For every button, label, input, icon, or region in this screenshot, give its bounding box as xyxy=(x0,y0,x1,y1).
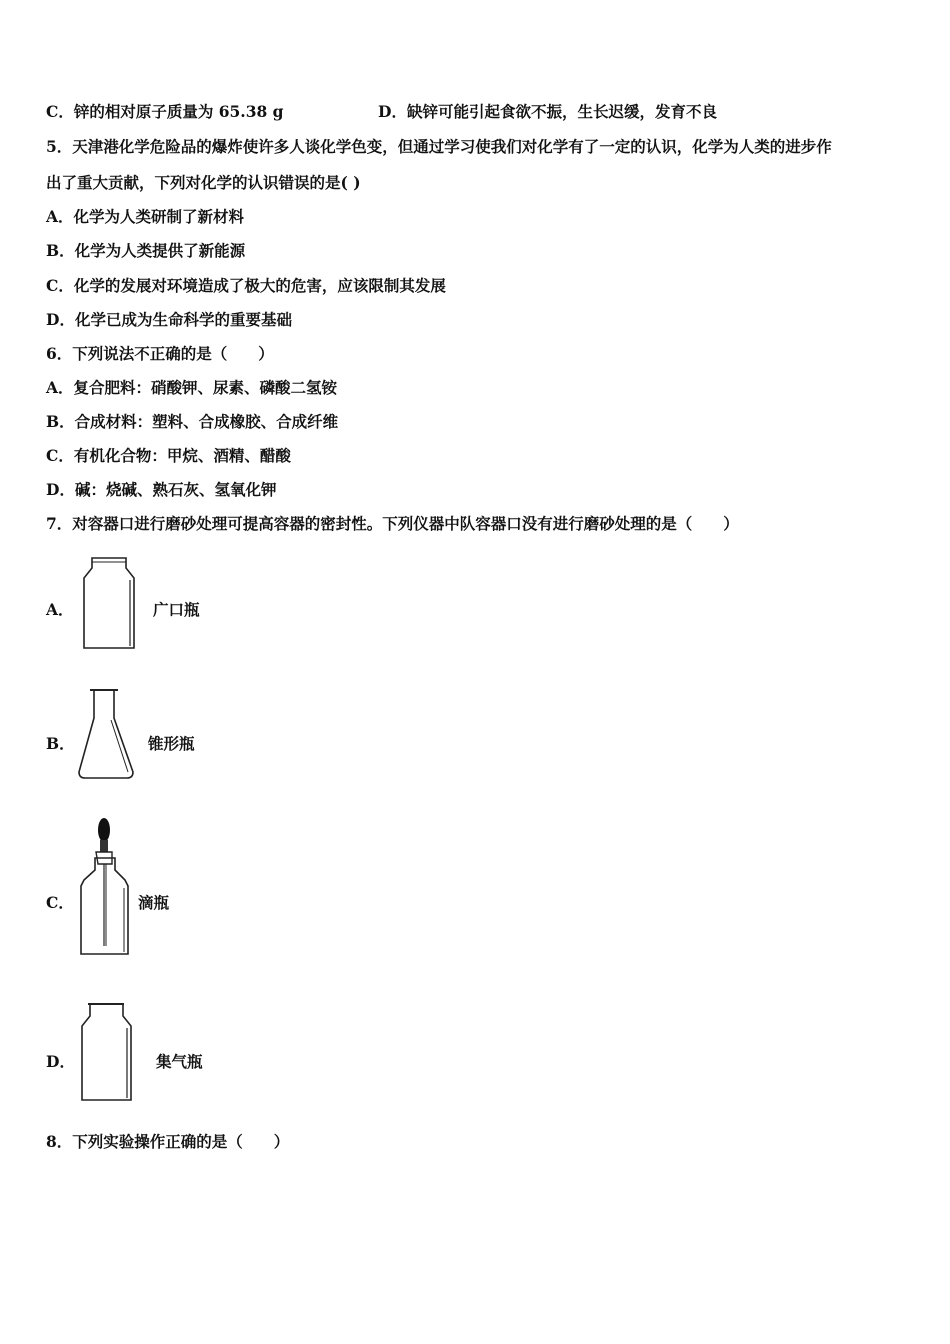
q7-option-b-name: 锥形瓶 xyxy=(148,734,195,753)
q5-option-c: C．化学的发展对环境造成了极大的危害，应该限制其发展 xyxy=(46,276,446,295)
q7-option-c-letter: C． xyxy=(46,893,74,912)
q8-stem: 8．下列实验操作正确的是（ ） xyxy=(46,1132,290,1151)
q6-option-d: D．碱：烧碱、熟石灰、氢氧化钾 xyxy=(46,480,277,499)
q7-stem: 7．对容器口进行磨砂处理可提高容器的密封性。下列仪器中队容器口没有进行磨砂处理的是（ ） xyxy=(46,514,739,533)
q5-option-b: B．化学为人类提供了新能源 xyxy=(46,241,246,260)
q5-option-a: A．化学为人类研制了新材料 xyxy=(46,207,245,226)
q7-option-b-letter: B． xyxy=(46,734,75,753)
q7-option-c-name: 滴瓶 xyxy=(138,893,170,912)
q7-option-a-name: 广口瓶 xyxy=(153,600,200,619)
q6-stem: 6．下列说法不正确的是（ ） xyxy=(46,344,274,363)
q6-option-c: C．有机化合物：甲烷、酒精、醋酸 xyxy=(46,446,291,465)
q4-option-c: C．锌的相对原子质量为 65.38 g xyxy=(46,102,284,121)
q5-option-d: D．化学已成为生命科学的重要基础 xyxy=(46,310,292,329)
q6-option-a: A．复合肥料：硝酸钾、尿素、磷酸二氢铵 xyxy=(46,378,338,397)
q6-option-b: B．合成材料：塑料、合成橡胶、合成纤维 xyxy=(46,412,339,431)
q7-option-d-letter: D． xyxy=(46,1052,75,1071)
q4-option-d: D．缺锌可能引起食欲不振，生长迟缓，发育不良 xyxy=(378,102,717,121)
q7-option-d-name: 集气瓶 xyxy=(156,1052,203,1071)
conical-flask-image xyxy=(76,688,140,784)
q7-option-a-letter: A． xyxy=(46,600,74,619)
dropper-bottle-image xyxy=(78,816,134,960)
q5-stem-line1: 5．天津港化学危险品的爆炸使许多人谈化学色变，但通过学习使我们对化学有了一定的认识，化学为人类的进步作 xyxy=(46,137,832,156)
q5-stem-line2: 出了重大贡献，下列对化学的认识错误的是( ) xyxy=(46,173,361,192)
wide-mouth-bottle-image xyxy=(80,556,142,652)
gas-jar-image xyxy=(78,1002,138,1104)
